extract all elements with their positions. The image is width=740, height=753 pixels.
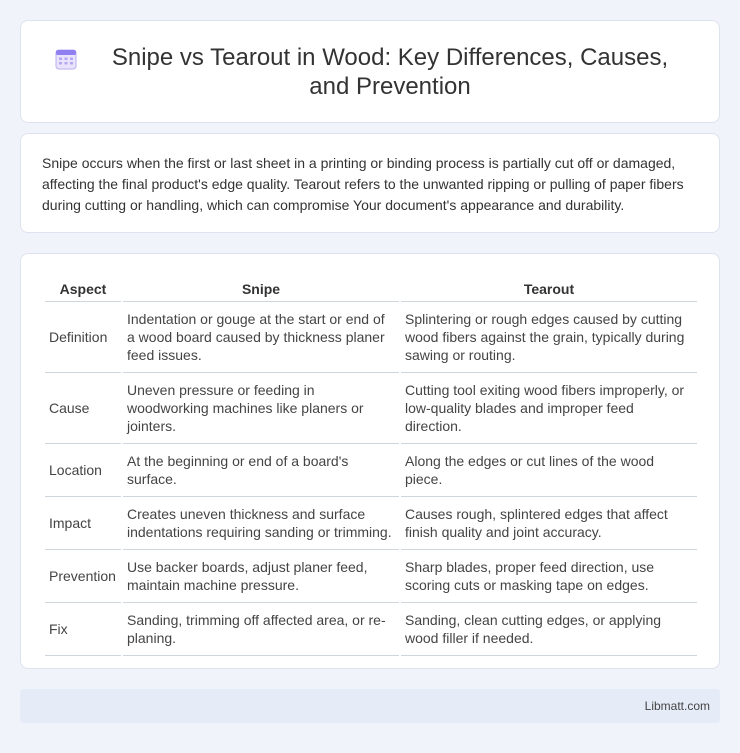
header-snipe: Snipe <box>123 274 399 302</box>
row-snipe: Indentation or gouge at the start or end of a wood board caused by thickness planer feed issues. <box>123 302 399 373</box>
footer-site-link[interactable]: Libmatt.com <box>644 699 710 713</box>
row-aspect: Location <box>45 444 121 497</box>
row-tearout: Sharp blades, proper feed direction, use scoring cuts or masking tape on edges. <box>401 550 697 603</box>
footer-bar <box>20 689 720 723</box>
table-row <box>45 373 697 444</box>
comparison-table <box>43 274 699 656</box>
row-snipe: Creates uneven thickness and surface indentations requiring sanding or trimming. <box>123 497 399 550</box>
row-tearout: Along the edges or cut lines of the wood piece. <box>401 444 697 497</box>
row-tearout: Causes rough, splintered edges that affect finish quality and joint accuracy. <box>401 497 697 550</box>
row-snipe: Uneven pressure or feeding in woodworking machines like planers or jointers. <box>123 373 399 444</box>
row-aspect: Fix <box>45 603 121 656</box>
table-row <box>45 603 697 656</box>
row-tearout: Splintering or rough edges caused by cutting wood fibers against the grain, typically during sawing or routing. <box>401 302 697 373</box>
row-snipe: Use backer boards, adjust planer feed, maintain machine pressure. <box>123 550 399 603</box>
row-aspect: Definition <box>45 302 121 373</box>
table-row <box>45 550 697 603</box>
table-header-row <box>45 274 697 302</box>
header-aspect: Aspect <box>45 274 121 302</box>
row-tearout: Cutting tool exiting wood fibers improperly, or low-quality blades and improper feed direction. <box>401 373 697 444</box>
row-snipe: Sanding, trimming off affected area, or re-planing. <box>123 603 399 656</box>
row-tearout: Sanding, clean cutting edges, or applying wood filler if needed. <box>401 603 697 656</box>
intro-card <box>20 133 720 233</box>
title-card <box>20 20 720 123</box>
table-row <box>45 444 697 497</box>
row-aspect: Cause <box>45 373 121 444</box>
table-row <box>45 497 697 550</box>
row-aspect: Impact <box>45 497 121 550</box>
comparison-card <box>20 253 720 669</box>
intro-paragraph: Snipe occurs when the first or last sheet in a printing or binding process is partially cut off or damaged, affecting the final product's edge quality. Tearout refers to the unwanted ripping or pulling of paper fibers during cutting or handling, which can compromise Your document's appearance and durability. <box>42 155 684 213</box>
row-snipe: At the beginning or end of a board's surface. <box>123 444 399 497</box>
row-aspect: Prevention <box>45 550 121 603</box>
page-title: Snipe vs Tearout in Wood: Key Differences, Causes, and Prevention <box>111 44 669 100</box>
table-row <box>45 302 697 373</box>
header-tearout: Tearout <box>401 274 697 302</box>
